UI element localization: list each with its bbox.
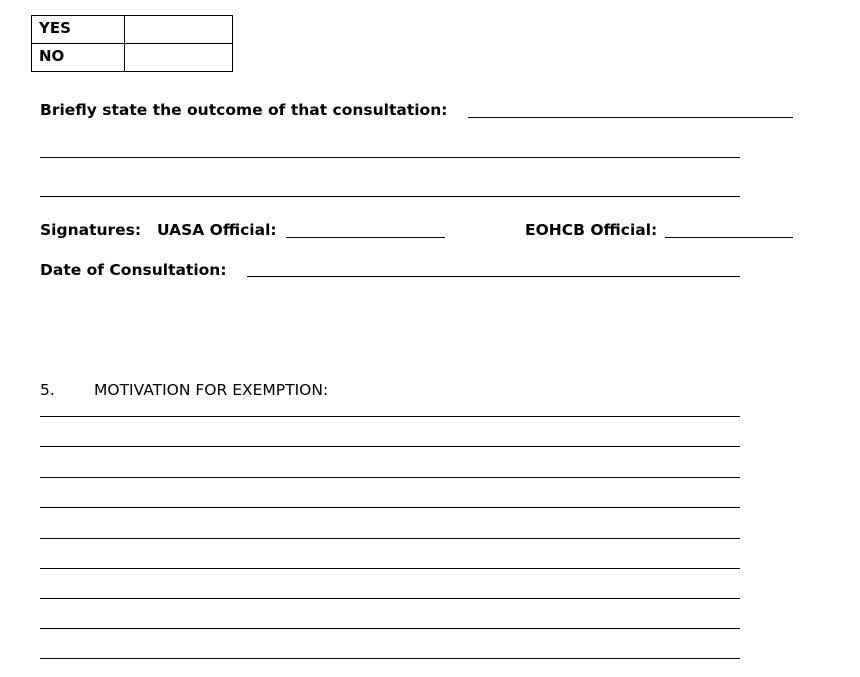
yes-no-table <box>31 15 233 72</box>
outcome-input-line-1[interactable] <box>468 117 793 118</box>
motivation-line-8[interactable] <box>40 628 740 629</box>
eohcb-official-label: EOHCB Official: <box>525 221 658 239</box>
motivation-line-5[interactable] <box>40 538 740 539</box>
yes-checkbox-cell[interactable] <box>125 16 233 44</box>
outcome-input-line-2[interactable] <box>40 157 740 158</box>
yes-row <box>32 16 233 44</box>
motivation-heading: MOTIVATION FOR EXEMPTION: <box>94 381 329 399</box>
motivation-line-1[interactable] <box>40 416 740 417</box>
uasa-signature-field[interactable] <box>286 237 445 238</box>
motivation-line-4[interactable] <box>40 507 740 508</box>
date-of-consultation-label: Date of Consultation: <box>40 261 227 279</box>
date-of-consultation-field[interactable] <box>247 276 740 277</box>
no-row <box>32 44 233 72</box>
outcome-label: Briefly state the outcome of that consultation: <box>40 101 448 119</box>
no-checkbox-cell[interactable] <box>125 44 233 72</box>
motivation-line-3[interactable] <box>40 477 740 478</box>
yes-label: YES <box>32 16 125 44</box>
uasa-official-label: UASA Official: <box>157 221 277 239</box>
motivation-line-2[interactable] <box>40 446 740 447</box>
no-label: NO <box>32 44 125 72</box>
eohcb-signature-field[interactable] <box>665 237 793 238</box>
motivation-line-6[interactable] <box>40 568 740 569</box>
section-number: 5. <box>40 381 55 399</box>
outcome-input-line-3[interactable] <box>40 196 740 197</box>
motivation-line-9[interactable] <box>40 658 740 659</box>
motivation-line-7[interactable] <box>40 598 740 599</box>
signatures-label: Signatures: <box>40 221 142 239</box>
